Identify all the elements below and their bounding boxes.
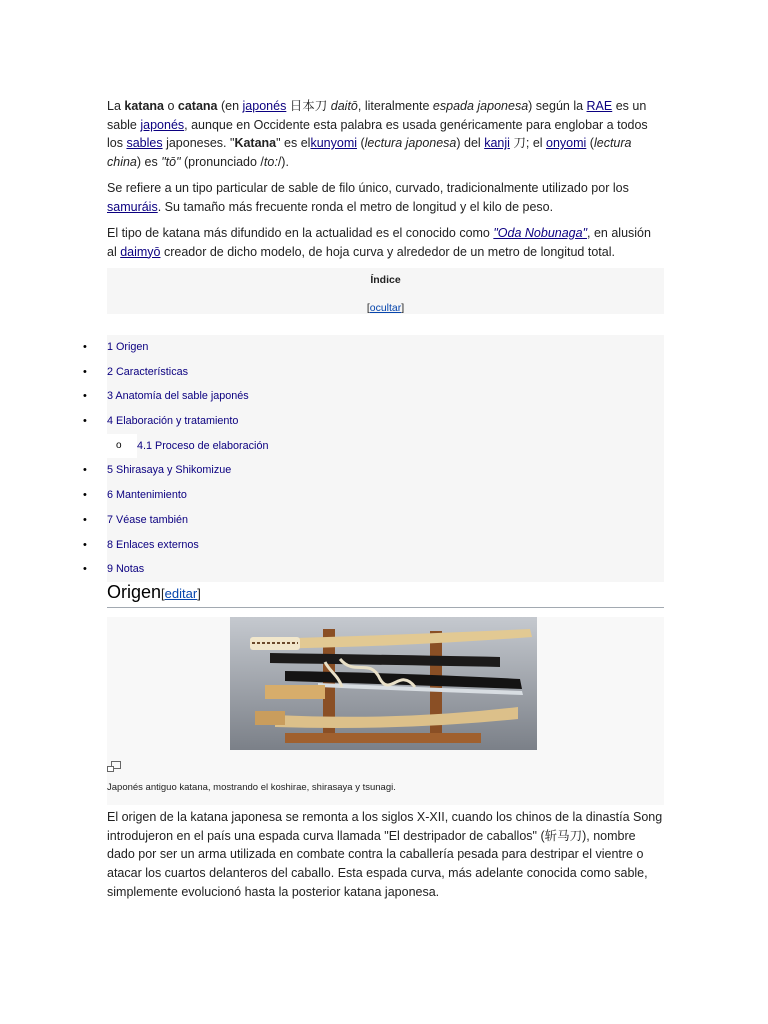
toc-hide-link[interactable]: ocultar — [369, 302, 402, 314]
intro-paragraph-3 — [107, 224, 664, 261]
text-run: ( — [586, 136, 594, 150]
text-run: . Su tamaño más frecuente ronda el metro de longitud y el kilo de peso. — [157, 199, 554, 214]
text-run: ) es — [136, 154, 162, 169]
bullet-icon: • — [83, 464, 87, 477]
text-run: japoneses. " — [162, 136, 235, 150]
text-run: 日本刀 — [286, 99, 331, 113]
bullet-icon: • — [83, 365, 87, 378]
intro-paragraph-1 — [107, 97, 664, 171]
toc-item — [83, 360, 664, 385]
toc-item — [83, 335, 664, 360]
text-run: Katana — [234, 136, 277, 150]
text-run: es un sable — [107, 99, 647, 132]
text-run: " es el — [276, 136, 311, 150]
toc-item — [83, 384, 664, 409]
bullet-icon: • — [83, 341, 87, 353]
bullet-icon: • — [83, 415, 87, 428]
inline-link[interactable]: kanji — [484, 136, 510, 150]
inline-link[interactable]: RAE — [586, 99, 613, 113]
edit-section: [editar] — [161, 586, 201, 601]
text-run: El tipo de katana más difundido en la actualidad es el conocido como — [107, 226, 494, 240]
inline-link[interactable]: "Oda Nobunaga" — [493, 226, 588, 240]
toc-link[interactable]: 6 Mantenimiento — [107, 489, 187, 502]
toc-link[interactable]: 8 Enlaces externos — [107, 538, 199, 551]
text-run: Se refiere a un tipo particular de sable de filo único, curvado, tradicionalmente utilizado por los — [107, 181, 629, 195]
toc-link[interactable]: 4.1 Proceso de elaboración — [137, 439, 269, 452]
figure-thumb — [107, 617, 664, 805]
bullet-icon: • — [83, 563, 87, 576]
bullet-icon: • — [83, 489, 87, 502]
toc-link[interactable]: 1 Origen — [107, 341, 149, 353]
article-intro — [107, 97, 664, 314]
text-run: 刀; el — [509, 136, 547, 150]
text-run: ) del — [456, 136, 485, 150]
text-run: lectura china — [107, 136, 632, 169]
toc-link[interactable]: 4 Elaboración y tratamiento — [107, 415, 239, 428]
toc-link[interactable]: 3 Anatomía del sable japonés — [107, 390, 249, 403]
toc-link[interactable]: 2 Características — [107, 365, 189, 378]
text-run: /). — [277, 154, 289, 169]
toc-item — [83, 458, 664, 483]
toc-item — [83, 483, 664, 508]
toc-list — [83, 335, 664, 582]
text-run: creador de dicho modelo, de hoja curva y alrededor de un metro de longitud total. — [160, 244, 615, 259]
text-run: La — [107, 99, 125, 113]
toc-title: Índice — [370, 274, 401, 286]
toc-box — [107, 268, 664, 314]
toc-item — [83, 533, 664, 558]
bullet-icon: • — [83, 538, 87, 551]
text-run: ( — [357, 136, 365, 150]
text-run: daitō — [330, 99, 358, 113]
inline-link[interactable]: daimyō — [120, 244, 161, 259]
inline-link[interactable]: japonés — [242, 99, 287, 113]
bullet-icon: • — [83, 390, 87, 403]
bullet-icon: • — [83, 513, 87, 526]
toc-item — [83, 557, 664, 582]
intro-paragraph-2 — [107, 179, 664, 216]
text-run: , literalmente — [357, 99, 433, 113]
origen-paragraph: El origen de la katana japonesa se remonta a los siglos X-XII, cuando los chinos de la dinastía Song introdujeron en el país una espada curva llamada "El destripador de caballos" (斩马刀), nombre dado por ser un arma utilizada en combate contra la caballería pesada para destripar el vientre o atacar los cuartos delanteros del caballo. Esta espada curva, más adelante conocida como sable, simplemente evolucionó hasta la posterior katana japonesa. — [107, 810, 663, 899]
toc-link[interactable]: 9 Notas — [107, 563, 145, 576]
enlarge-icon[interactable] — [107, 760, 121, 772]
text-run: katana — [124, 99, 164, 113]
text-run: o — [164, 99, 178, 113]
toc-item — [107, 434, 664, 459]
text-run: , en alusión al — [107, 226, 651, 259]
bullet-icon: o — [116, 439, 122, 451]
katana-photo[interactable] — [230, 617, 537, 750]
toc-link[interactable]: 5 Shirasaya y Shikomizue — [107, 464, 232, 477]
text-run: espada japonesa — [432, 99, 529, 113]
figure-caption: Japonés antiguo katana, mostrando el koshirae, shirasaya y tsunagi. — [107, 782, 396, 793]
inline-link[interactable]: sables — [126, 136, 163, 150]
text-run: catana — [177, 99, 218, 113]
inline-link[interactable]: japonés — [140, 117, 185, 132]
toc-item — [83, 409, 664, 434]
edit-section-link[interactable]: editar — [164, 586, 198, 601]
text-run: , aunque en Occidente esta palabra es usada genéricamente para englobar a todos los — [107, 117, 648, 150]
text-run: (pronunciado / — [180, 154, 264, 169]
inline-link[interactable]: onyomi — [546, 136, 587, 150]
toc-link[interactable]: 7 Véase también — [107, 513, 189, 526]
section-title: Origen — [107, 582, 162, 602]
inline-link[interactable]: samuráis — [107, 199, 158, 214]
origen-section-body — [107, 808, 664, 902]
toc-item — [83, 508, 664, 533]
text-run: "tō" — [161, 154, 181, 169]
text-run: (en — [217, 99, 243, 113]
text-run: lectura japonesa — [364, 136, 457, 150]
section-heading-origen — [107, 582, 664, 608]
text-run: ) según la — [528, 99, 587, 113]
text-run: to: — [263, 154, 278, 169]
toc-toggle: [ocultar] — [366, 302, 405, 314]
inline-link[interactable]: kunyomi — [310, 136, 358, 150]
